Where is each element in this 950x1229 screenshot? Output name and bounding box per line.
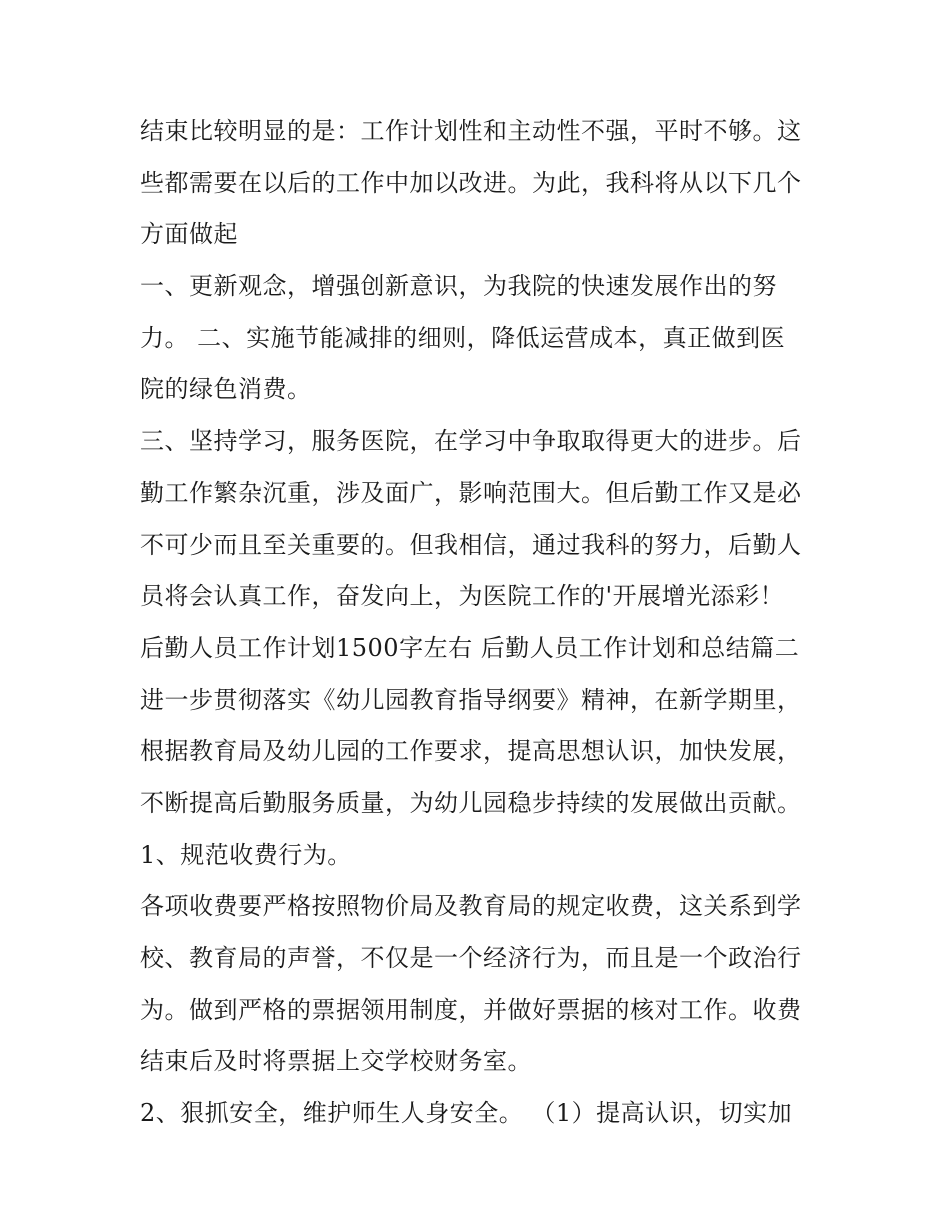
- text-line: 后勤人员工作计划1500字左右 后勤人员工作计划和总结篇二: [140, 633, 800, 662]
- text-line: 进一步贯彻落实《幼儿园教育指导纲要》精神，在新学期里，: [140, 685, 802, 714]
- text-line: 校、教育局的声誉，不仅是一个经济行为，而且是一个政治行: [140, 944, 802, 972]
- text-line: 力。 二、实施节能减排的细则，降低运营成本，真正做到医: [140, 323, 786, 352]
- text-line: 勤工作繁杂沉重，涉及面广，影响范围大。但后勤工作又是必: [140, 478, 802, 507]
- text-line: 不可少而且至关重要的。但我相信，通过我科的努力，后勤人: [140, 530, 802, 559]
- text-line: 一、更新观念，增强创新意识，为我院的快速发展作出的努: [140, 272, 777, 301]
- text-line: 些都需要在以后的工作中加以改进。为此，我科将从以下几个: [140, 168, 802, 197]
- text-line: 院的绿色消费。: [140, 375, 312, 404]
- text-line: 结束比较明显的是：工作计划性和主动性不强，平时不够。这: [140, 117, 802, 145]
- text-line: 2、狠抓安全，维护师生人身安全。 （1）提高认识，切实加: [140, 1099, 793, 1128]
- text-line: 三、坚持学习，服务医院，在学习中争取取得更大的进步。后: [140, 427, 802, 456]
- document-body: [140, 106, 840, 1140]
- text-line: 不断提高后勤服务质量，为幼儿园稳步持续的发展做出贡献。: [140, 788, 802, 817]
- text-line: 员将会认真工作，奋发向上，为医院工作的'开展增光添彩！: [140, 582, 785, 611]
- text-line: 根据教育局及幼儿园的工作要求，提高思想认识，加快发展，: [140, 737, 802, 766]
- text-line: 方面做起: [140, 220, 238, 249]
- text-line: 结束后及时将票据上交学校财务室。: [140, 1047, 532, 1076]
- text-line: 各项收费要严格按照物价局及教育局的规定收费，这关系到学: [140, 892, 802, 921]
- text-line: 1、规范收费行为。: [140, 840, 352, 869]
- text-line: 为。做到严格的票据领用制度，并做好票据的核对工作。收费: [140, 995, 802, 1024]
